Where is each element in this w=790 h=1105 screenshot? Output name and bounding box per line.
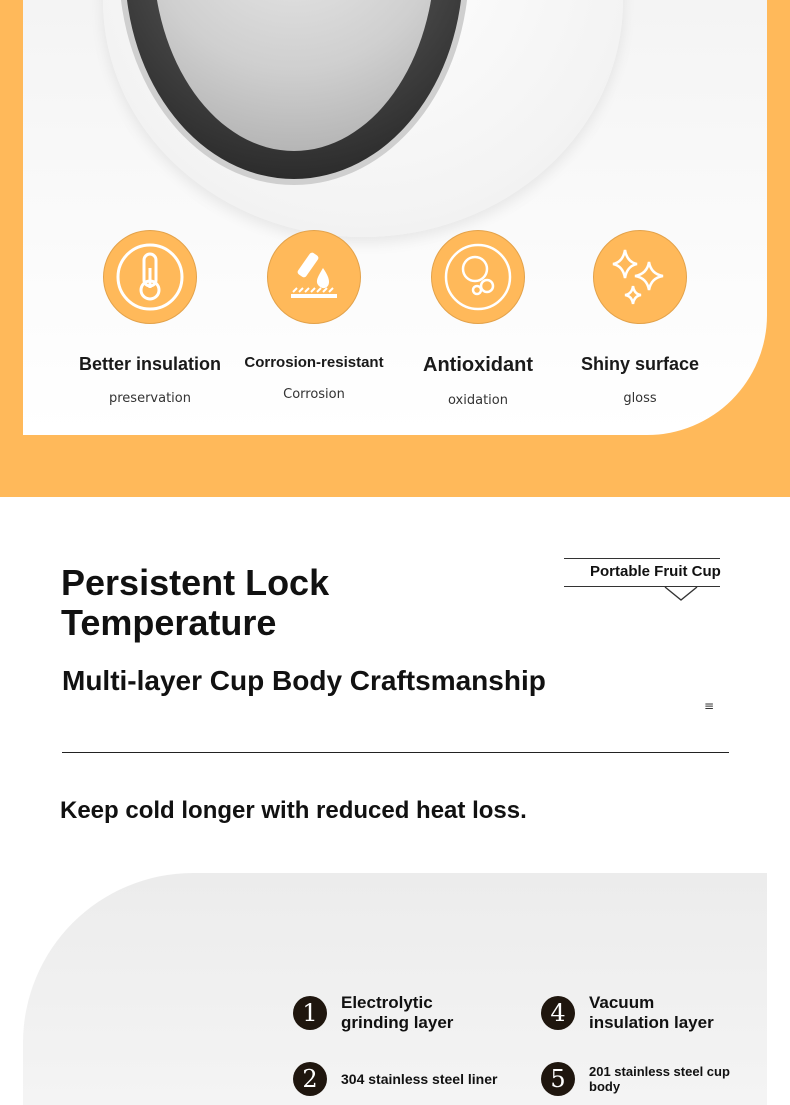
- feature-shiny: [555, 230, 725, 406]
- product-tag: [564, 558, 724, 604]
- feature-title: Corrosion-resistant: [244, 354, 384, 371]
- feature-title: Antioxidant: [423, 354, 533, 376]
- layer-number-badge: 2: [293, 1062, 327, 1096]
- feature-subtitle: Corrosion: [283, 387, 345, 402]
- layer-number-badge: 4: [541, 996, 575, 1030]
- layer-number-badge: 1: [293, 996, 327, 1030]
- section-subheadline: Multi-layer Cup Body Craftsmanship: [62, 665, 546, 696]
- chevron-down-icon: [664, 586, 698, 602]
- feature-subtitle: preservation: [109, 391, 191, 406]
- layer-label: Vacuum insulation layer: [589, 993, 714, 1032]
- corrosion-droplet-icon: [267, 230, 361, 324]
- tag-divider-top: [564, 558, 720, 559]
- feature-subtitle: gloss: [623, 391, 657, 406]
- product-image-panel: [23, 0, 767, 435]
- feature-title: Better insulation: [78, 354, 221, 374]
- section-tagline: Keep cold longer with reduced heat loss.: [60, 797, 527, 824]
- product-tag-label: Portable Fruit Cup: [590, 563, 721, 580]
- layer-number-badge: 5: [541, 1062, 575, 1096]
- feature-insulation: [65, 230, 235, 406]
- feature-antioxidant: [393, 230, 563, 408]
- layer-label: 304 stainless steel liner: [341, 1071, 498, 1087]
- feature-title: Shiny surface: [580, 354, 700, 374]
- layer-item-1: [293, 993, 481, 1033]
- feature-subtitle: oxidation: [448, 393, 508, 408]
- feature-band: [0, 0, 790, 497]
- layer-item-4: [541, 993, 739, 1033]
- menu-icon: ≡: [704, 699, 715, 713]
- sparkle-icon: [593, 230, 687, 324]
- page-headline: Persistent Lock Temperature: [61, 562, 330, 643]
- feature-corrosion: [229, 230, 399, 402]
- cup-layers-panel: [23, 873, 767, 1105]
- layer-item-5: [541, 1062, 739, 1096]
- thermometer-icon: [103, 230, 197, 324]
- cup-inner-image: [153, 0, 435, 151]
- section-divider: [62, 752, 729, 753]
- layer-item-2: [293, 1062, 521, 1096]
- layer-label: Electrolytic grinding layer: [341, 993, 454, 1032]
- bubbles-icon: [431, 230, 525, 324]
- layer-label: 201 stainless steel cup body: [589, 1064, 730, 1094]
